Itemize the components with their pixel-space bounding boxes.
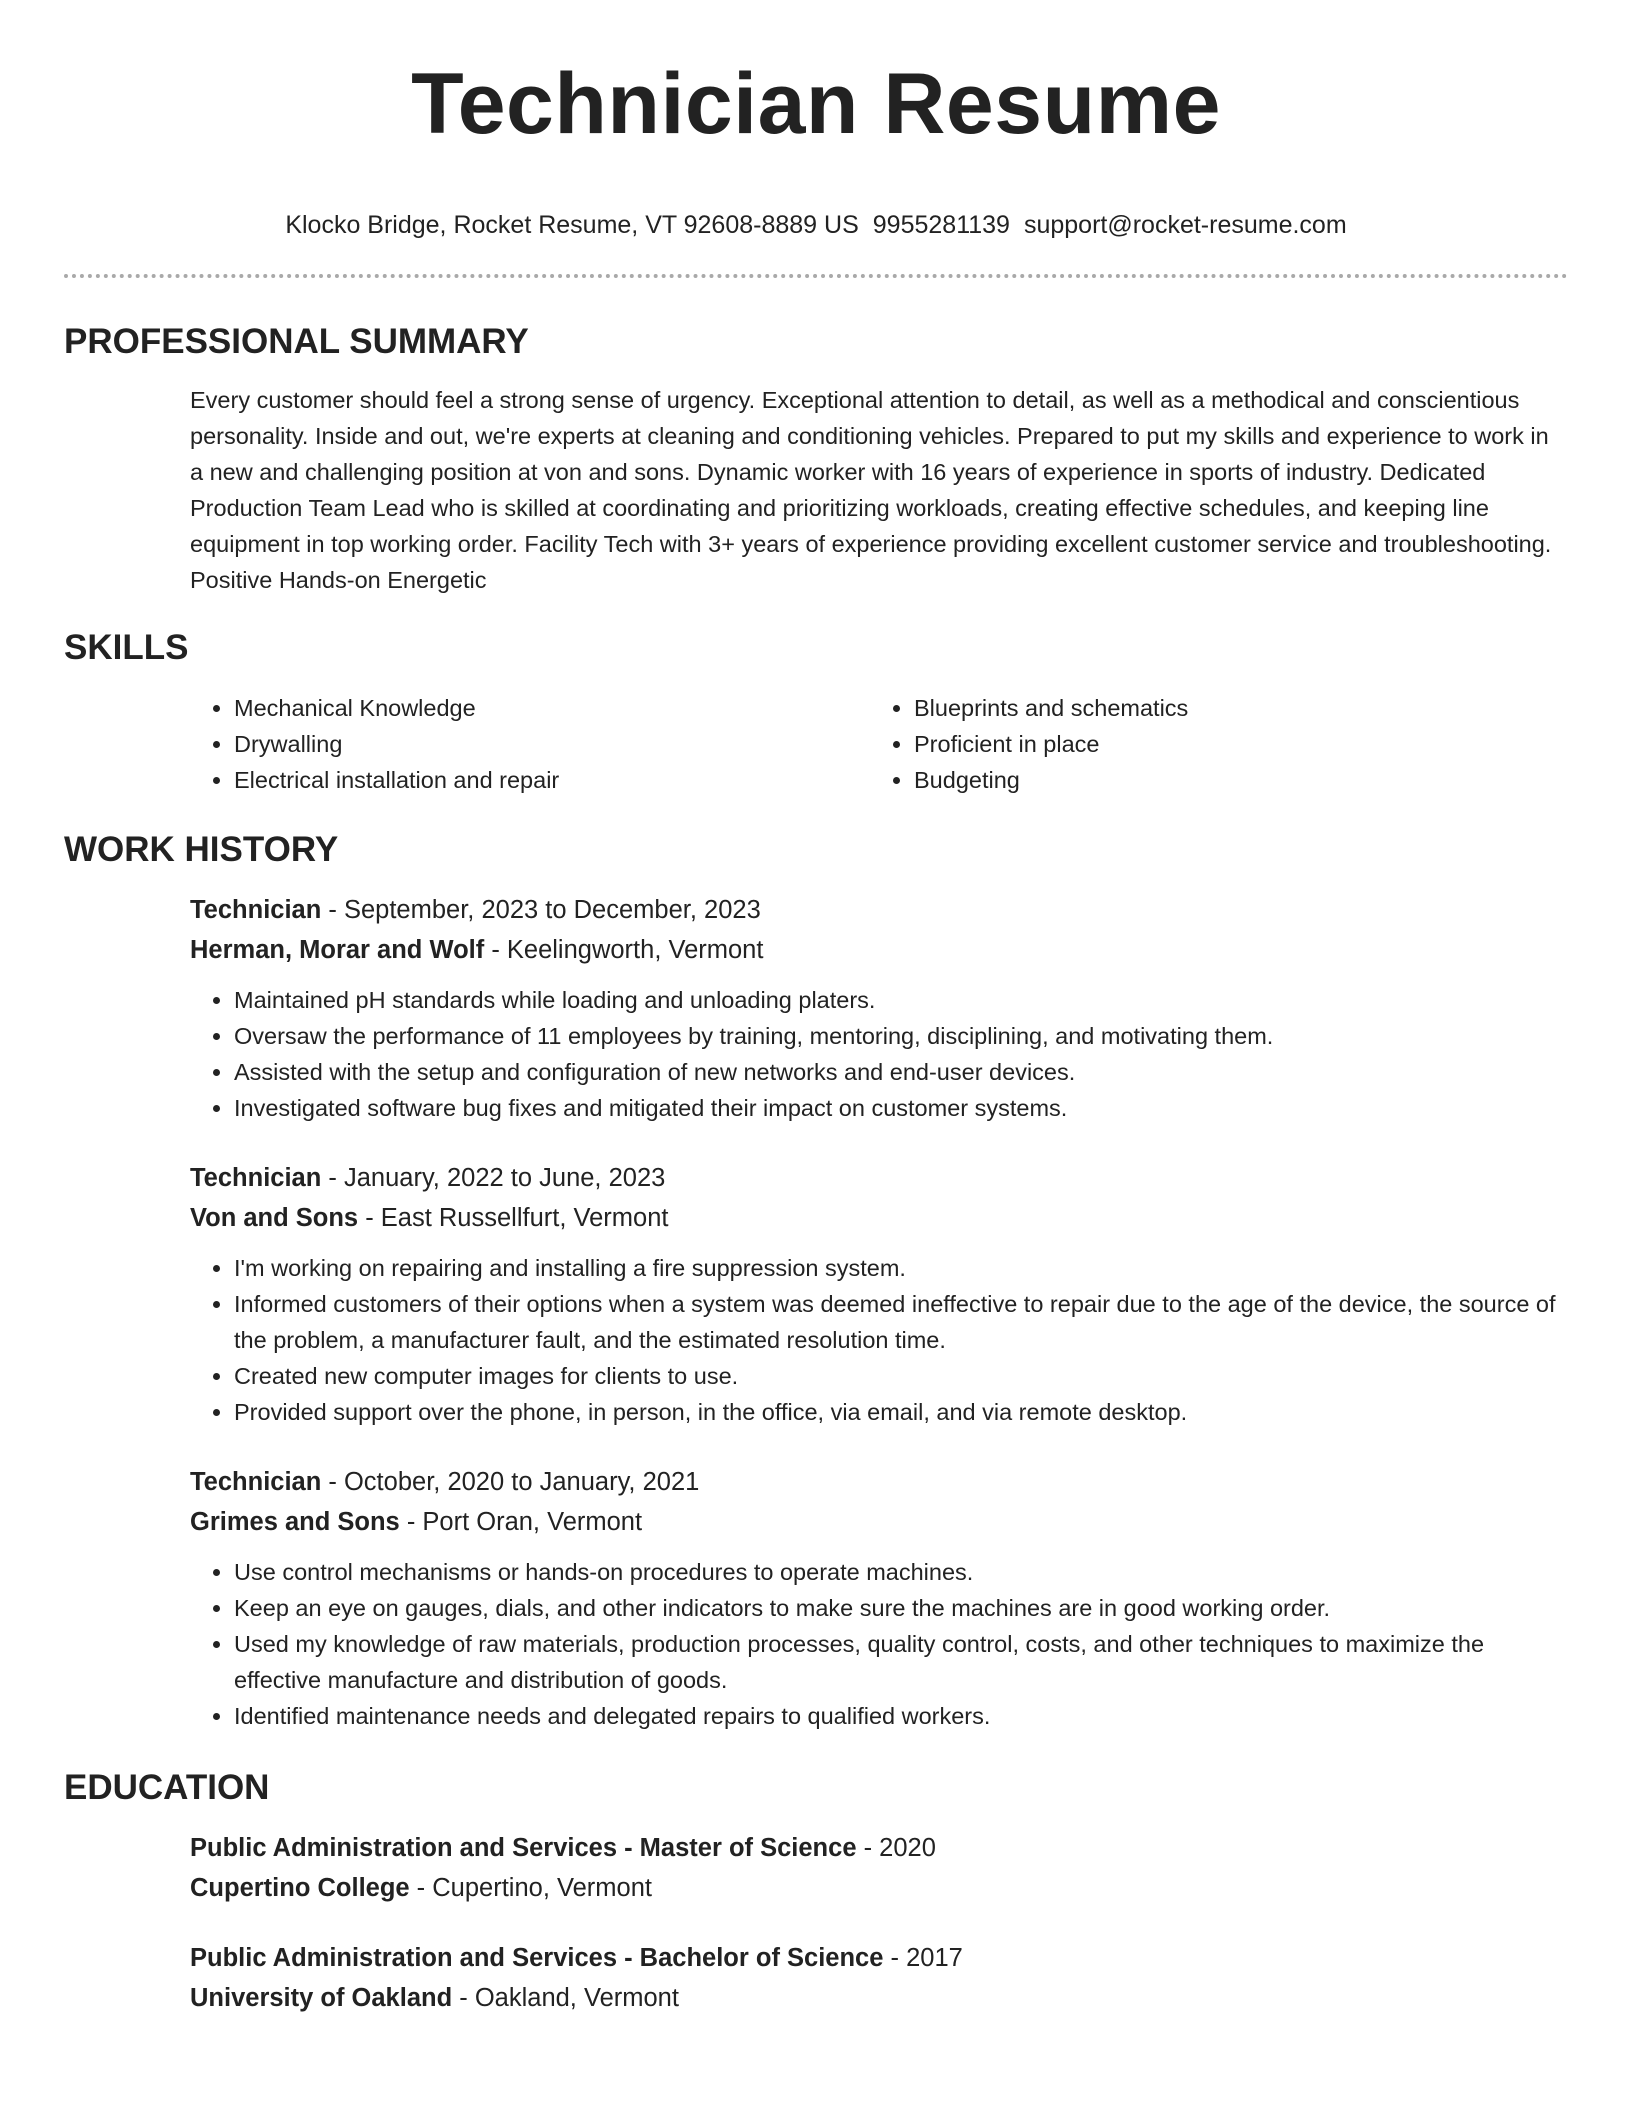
skill-item: • Electrical installation and repair: [234, 762, 870, 798]
skill-item: • Proficient in place: [914, 726, 1550, 762]
skill-item: • Drywalling: [234, 726, 870, 762]
section-title-work-history: WORK HISTORY: [64, 830, 339, 869]
education-year: - 2020: [856, 1834, 936, 1862]
education-degree-line: [190, 1828, 1568, 1868]
job-company: Grimes and Sons: [190, 1508, 400, 1536]
job-bullet: • Provided support over the phone, in person, in the office, via email, and via remote desktop.: [234, 1394, 1568, 1430]
job-entry: [190, 1462, 1568, 1734]
resume-title: Technician Resume: [411, 56, 1221, 152]
education-school: Cupertino College: [190, 1874, 410, 1902]
job-entry: [190, 890, 1568, 1126]
job-role: Technician: [190, 1468, 322, 1496]
job-dates: - September, 2023 to December, 2023: [321, 896, 761, 924]
education-school-line: [190, 1868, 1568, 1908]
job-title-line: [190, 1462, 1568, 1502]
education-degree: Public Administration and Services - Master of Science: [190, 1834, 857, 1862]
section-title-skills: SKILLS: [64, 628, 189, 667]
header-divider: [64, 274, 1568, 278]
job-bullet: • I'm working on repairing and installing a fire suppression system.: [234, 1250, 1568, 1286]
job-company: Von and Sons: [190, 1204, 359, 1232]
job-bullet: • Maintained pH standards while loading and unloading platers.: [234, 982, 1568, 1018]
job-entry: [190, 1158, 1568, 1430]
education-entry: [190, 1938, 1568, 2018]
job-bullet: • Identified maintenance needs and delegated repairs to qualified workers.: [234, 1698, 1568, 1734]
skill-item: • Mechanical Knowledge: [234, 690, 870, 726]
contact-line: [64, 210, 1568, 240]
email: support@rocket-resume.com: [1023, 211, 1347, 239]
job-bullet: • Investigated software bug fixes and mitigated their impact on customer systems.: [234, 1090, 1568, 1126]
phone: 9955281139: [872, 211, 1010, 239]
summary-text: Every customer should feel a strong sense of urgency. Exceptional attention to detail, as well as a methodical and conscientious personality. Inside and out, we're experts at cleaning and conditioning vehicles. Prepared to put my skills and experience to work in a new and challenging position at von and sons. Dynamic worker with 16 years of experience in sports of industry. Dedicated Production Team Lead who is skilled at coordinating and prioritizing workloads, creating effective schedules, and keeping line equipment in top working order. Facility Tech with 3+ years of experience providing excellent customer service and troubleshooting. Positive Hands-on Energetic: [190, 387, 1552, 593]
skills-list: [190, 690, 1568, 798]
job-role: Technician: [190, 1164, 322, 1192]
skills-column-right: [870, 690, 1550, 798]
job-dates: - January, 2022 to June, 2023: [321, 1164, 666, 1192]
skill-item: • Blueprints and schematics: [914, 690, 1550, 726]
job-bullet: • Assisted with the setup and configuration of new networks and end-user devices.: [234, 1054, 1568, 1090]
education-school: University of Oakland: [190, 1984, 453, 2012]
job-company-line: [190, 930, 1568, 970]
education-year: - 2017: [883, 1944, 963, 1972]
job-title-line: [190, 890, 1568, 930]
job-role: Technician: [190, 896, 322, 924]
education-location: - Cupertino, Vermont: [409, 1874, 652, 1902]
job-company-line: [190, 1198, 1568, 1238]
job-location: - Port Oran, Vermont: [399, 1508, 643, 1536]
job-bullets: [190, 1554, 1568, 1734]
job-bullet: • Keep an eye on gauges, dials, and other indicators to make sure the machines are in good working order.: [234, 1590, 1568, 1626]
job-title-line: [190, 1158, 1568, 1198]
skills-column-left: [190, 690, 870, 798]
education-school-line: [190, 1978, 1568, 2018]
job-company-line: [190, 1502, 1568, 1542]
education-degree: Public Administration and Services - Bachelor of Science: [190, 1944, 884, 1972]
address: Klocko Bridge, Rocket Resume, VT 92608-8889 US: [285, 211, 859, 239]
job-location: - East Russellfurt, Vermont: [358, 1204, 669, 1232]
education-location: - Oakland, Vermont: [452, 1984, 679, 2012]
job-bullet: • Use control mechanisms or hands-on procedures to operate machines.: [234, 1554, 1568, 1590]
section-title-summary: PROFESSIONAL SUMMARY: [64, 322, 529, 361]
job-bullets: [190, 982, 1568, 1126]
job-bullet: • Created new computer images for clients to use.: [234, 1358, 1568, 1394]
education-entry: [190, 1828, 1568, 1908]
section-title-education: EDUCATION: [64, 1768, 270, 1807]
education-degree-line: [190, 1938, 1568, 1978]
job-company: Herman, Morar and Wolf: [190, 936, 485, 964]
job-bullets: [190, 1250, 1568, 1430]
job-bullet: • Used my knowledge of raw materials, production processes, quality control, costs, and other techniques to maximize the effective manufacture and distribution of goods.: [234, 1626, 1568, 1698]
job-bullet: • Informed customers of their options when a system was deemed ineffective to repair due to the age of the device, the source of the problem, a manufacturer fault, and the estimated resolution time.: [234, 1286, 1568, 1358]
skill-item: • Budgeting: [914, 762, 1550, 798]
job-dates: - October, 2020 to January, 2021: [321, 1468, 700, 1496]
job-bullet: • Oversaw the performance of 11 employees by training, mentoring, disciplining, and motivating them.: [234, 1018, 1568, 1054]
job-location: - Keelingworth, Vermont: [484, 936, 764, 964]
